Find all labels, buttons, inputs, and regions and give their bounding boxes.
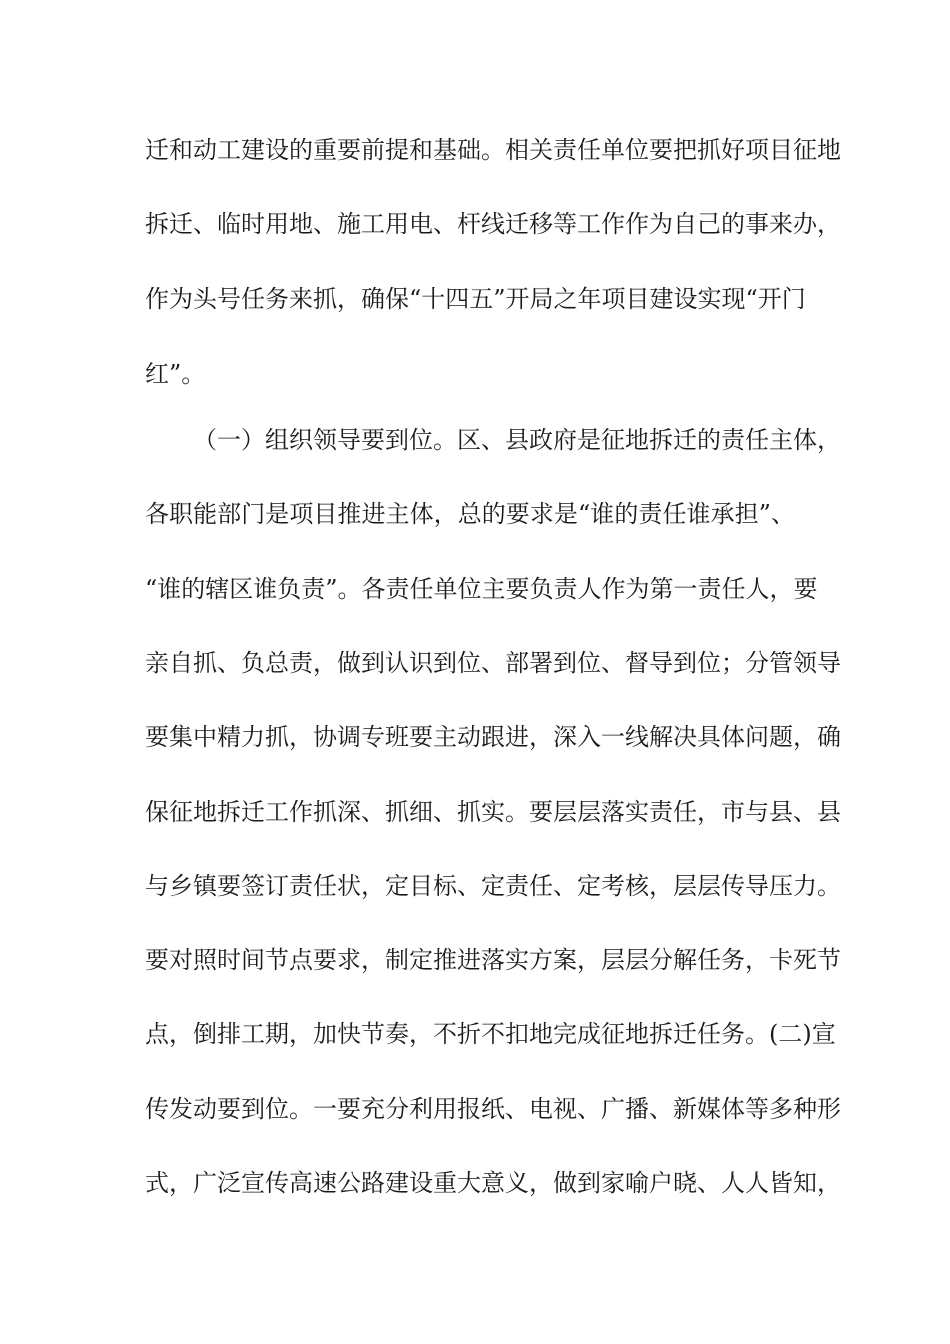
paragraph-line: 传发动要到位。一要充分利用报纸、电视、广播、新媒体等多种形 bbox=[145, 1095, 841, 1123]
paragraph-line: 拆迁、临时用地、施工用电、杆线迁移等工作作为自己的事来办， bbox=[145, 210, 841, 238]
paragraph-line: 红”。 bbox=[145, 360, 206, 388]
paragraph-line: 作为头号任务来抓，确保“十四五”开局之年项目建设实现“开门 bbox=[145, 285, 806, 313]
paragraph-line: 要集中精力抓，协调专班要主动跟进，深入一线解决具体问题，确 bbox=[145, 723, 841, 751]
paragraph-line: 与乡镇要签订责任状，定目标、定责任、定考核，层层传导压力。 bbox=[145, 872, 841, 900]
paragraph-line: 迁和动工建设的重要前提和基础。相关责任单位要把抓好项目征地 bbox=[145, 136, 841, 164]
paragraph-line: 式，广泛宣传高速公路建设重大意义，做到家喻户晓、人人皆知， bbox=[145, 1169, 841, 1197]
paragraph-line: （一）组织领导要到位。区、县政府是征地拆迁的责任主体， bbox=[193, 426, 841, 454]
paragraph-line: 要对照时间节点要求，制定推进落实方案，层层分解任务，卡死节 bbox=[145, 946, 841, 974]
paragraph-line: 保征地拆迁工作抓深、抓细、抓实。要层层落实责任，市与县、县 bbox=[145, 798, 841, 826]
paragraph-line: 各职能部门是项目推进主体，总的要求是“谁的责任谁承担”、 bbox=[145, 500, 795, 528]
paragraph-line: 点，倒排工期，加快节奏，不折不扣地完成征地拆迁任务。(二)宣 bbox=[145, 1020, 836, 1048]
paragraph-line: 亲自抓、负总责，做到认识到位、部署到位、督导到位；分管领导 bbox=[145, 649, 841, 677]
paragraph-line: “谁的辖区谁负责”。各责任单位主要负责人作为第一责任人，要 bbox=[145, 575, 818, 603]
